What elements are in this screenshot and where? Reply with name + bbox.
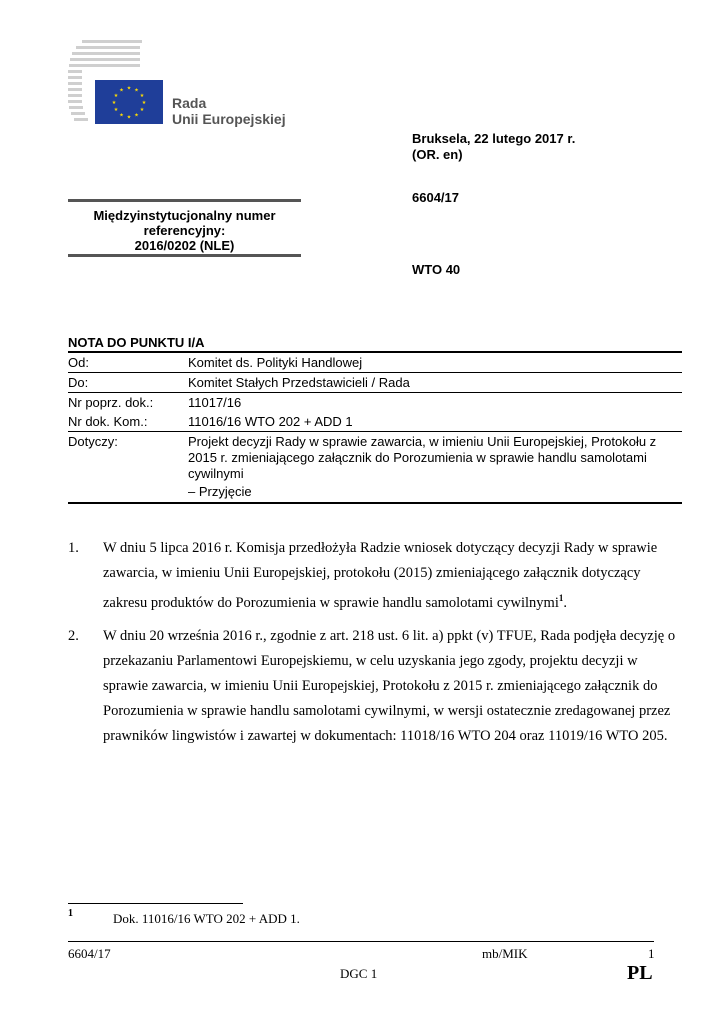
paragraph-body: W dniu 5 lipca 2016 r. Komisja przedłożyła Radzie wniosek dotyczący decyzji Rady w sprawie zawarcia, w imieniu Unii Europejskiej, protokołu (2015) zmieniającego załącznik dotyczący zakresu produktów do Porozumienia w sprawie handlu samolotami cywilnymi <box>103 540 658 611</box>
footer-divider <box>68 941 654 942</box>
footnote-separator <box>68 903 243 904</box>
table-row <box>68 432 682 504</box>
footer-initials: mb/MIK <box>482 946 528 961</box>
eu-flag-icon <box>95 80 163 124</box>
meta-label: Nr poprz. dok.: <box>68 393 188 413</box>
meta-value: 11016/16 WTO 202 + ADD 1 <box>188 414 353 429</box>
svg-text:★: ★ <box>113 93 119 99</box>
note-metadata-table <box>68 351 682 504</box>
place-date-block <box>412 131 575 163</box>
wto-code: WTO 40 <box>412 262 461 277</box>
meta-label: Od: <box>68 352 188 373</box>
meta-value: Komitet Stałych Przedstawicieli / Rada <box>188 373 682 393</box>
ref-label-line2: referencyjny: <box>143 223 226 238</box>
table-row <box>68 393 682 413</box>
ref-value: 2016/0202 (NLE) <box>134 238 235 253</box>
footnote-text: Dok. 11016/16 WTO 202 + ADD 1. <box>113 911 300 926</box>
table-row <box>68 373 682 393</box>
svg-text:★: ★ <box>126 114 132 121</box>
svg-text:★: ★ <box>111 100 117 106</box>
svg-text:★: ★ <box>139 107 145 113</box>
org-name-line2: Unii Europejskiej <box>172 111 286 127</box>
interinstitutional-reference-box <box>68 199 301 257</box>
footnote-mark: 1 <box>68 908 73 919</box>
footer-doc-number: 6604/17 <box>68 946 111 961</box>
subject-action: – Przyjęcie <box>188 484 252 499</box>
svg-text:★: ★ <box>113 107 119 113</box>
svg-text:★: ★ <box>134 112 139 119</box>
footnote-reference: 1 <box>558 593 564 603</box>
meta-value: 11017/16 <box>188 393 682 413</box>
document-number: 6604/17 <box>412 190 459 205</box>
paragraph-2 <box>68 624 682 749</box>
meta-label: Do: <box>68 373 188 393</box>
paragraph-text <box>103 536 682 616</box>
subject-text: Projekt decyzji Rady w sprawie zawarcia, w imieniu Unii Europejskiej, Protokołu z 2015 r. zmieniającego załącznik do Porozumienia w sprawie handlu samolotami cywilnymi <box>188 434 657 481</box>
footer-department: DGC 1 <box>340 966 378 981</box>
original-language: (OR. en) <box>412 147 463 162</box>
svg-text:★: ★ <box>126 85 132 92</box>
organisation-name <box>172 95 286 127</box>
meta-label: Dotyczy: <box>68 432 188 504</box>
paragraph-number: 2. <box>68 628 79 644</box>
place-date: Bruksela, 22 lutego 2017 r. <box>412 131 576 146</box>
paragraph-number: 1. <box>68 540 79 556</box>
note-title: NOTA DO PUNKTU I/A <box>68 335 205 350</box>
svg-text:★: ★ <box>139 93 145 99</box>
svg-text:★: ★ <box>134 87 139 94</box>
footer-language: PL <box>627 962 653 984</box>
footer-page-number: 1 <box>648 946 655 961</box>
paragraph-1 <box>68 536 682 616</box>
table-row <box>68 412 682 432</box>
table-row <box>68 352 682 373</box>
ref-label-line1: Międzyinstytucjonalny numer <box>93 208 276 223</box>
paragraph-tail: . <box>563 594 567 611</box>
meta-value: Komitet ds. Polityki Handlowej <box>188 352 682 373</box>
svg-text:★: ★ <box>119 87 124 94</box>
meta-label: Nr dok. Kom.: <box>68 414 148 429</box>
svg-text:★: ★ <box>119 112 124 119</box>
svg-text:★: ★ <box>141 100 147 106</box>
org-name-line1: Rada <box>172 95 207 111</box>
paragraph-text: W dniu 20 września 2016 r., zgodnie z art. 218 ust. 6 lit. a) ppkt (v) TFUE, Rada podjęła decyzję o przekazaniu Parlamentowi Europejskiemu, w celu uzyskania jego zgody, projektu decyzji w sprawie zawarcia, w imieniu Unii Europejskiej, Protokołu z 2015 r. zmieniającego załącznik do Porozumienia w sprawie handlu samolotami cywilnymi, w wersji ostatecznie zredagowanej przez prawników lingwistów i zawartej w dokumentach: 11018/16 WTO 204 oraz 11019/16 WTO 205. <box>103 628 676 744</box>
meta-value-subject <box>188 432 682 504</box>
